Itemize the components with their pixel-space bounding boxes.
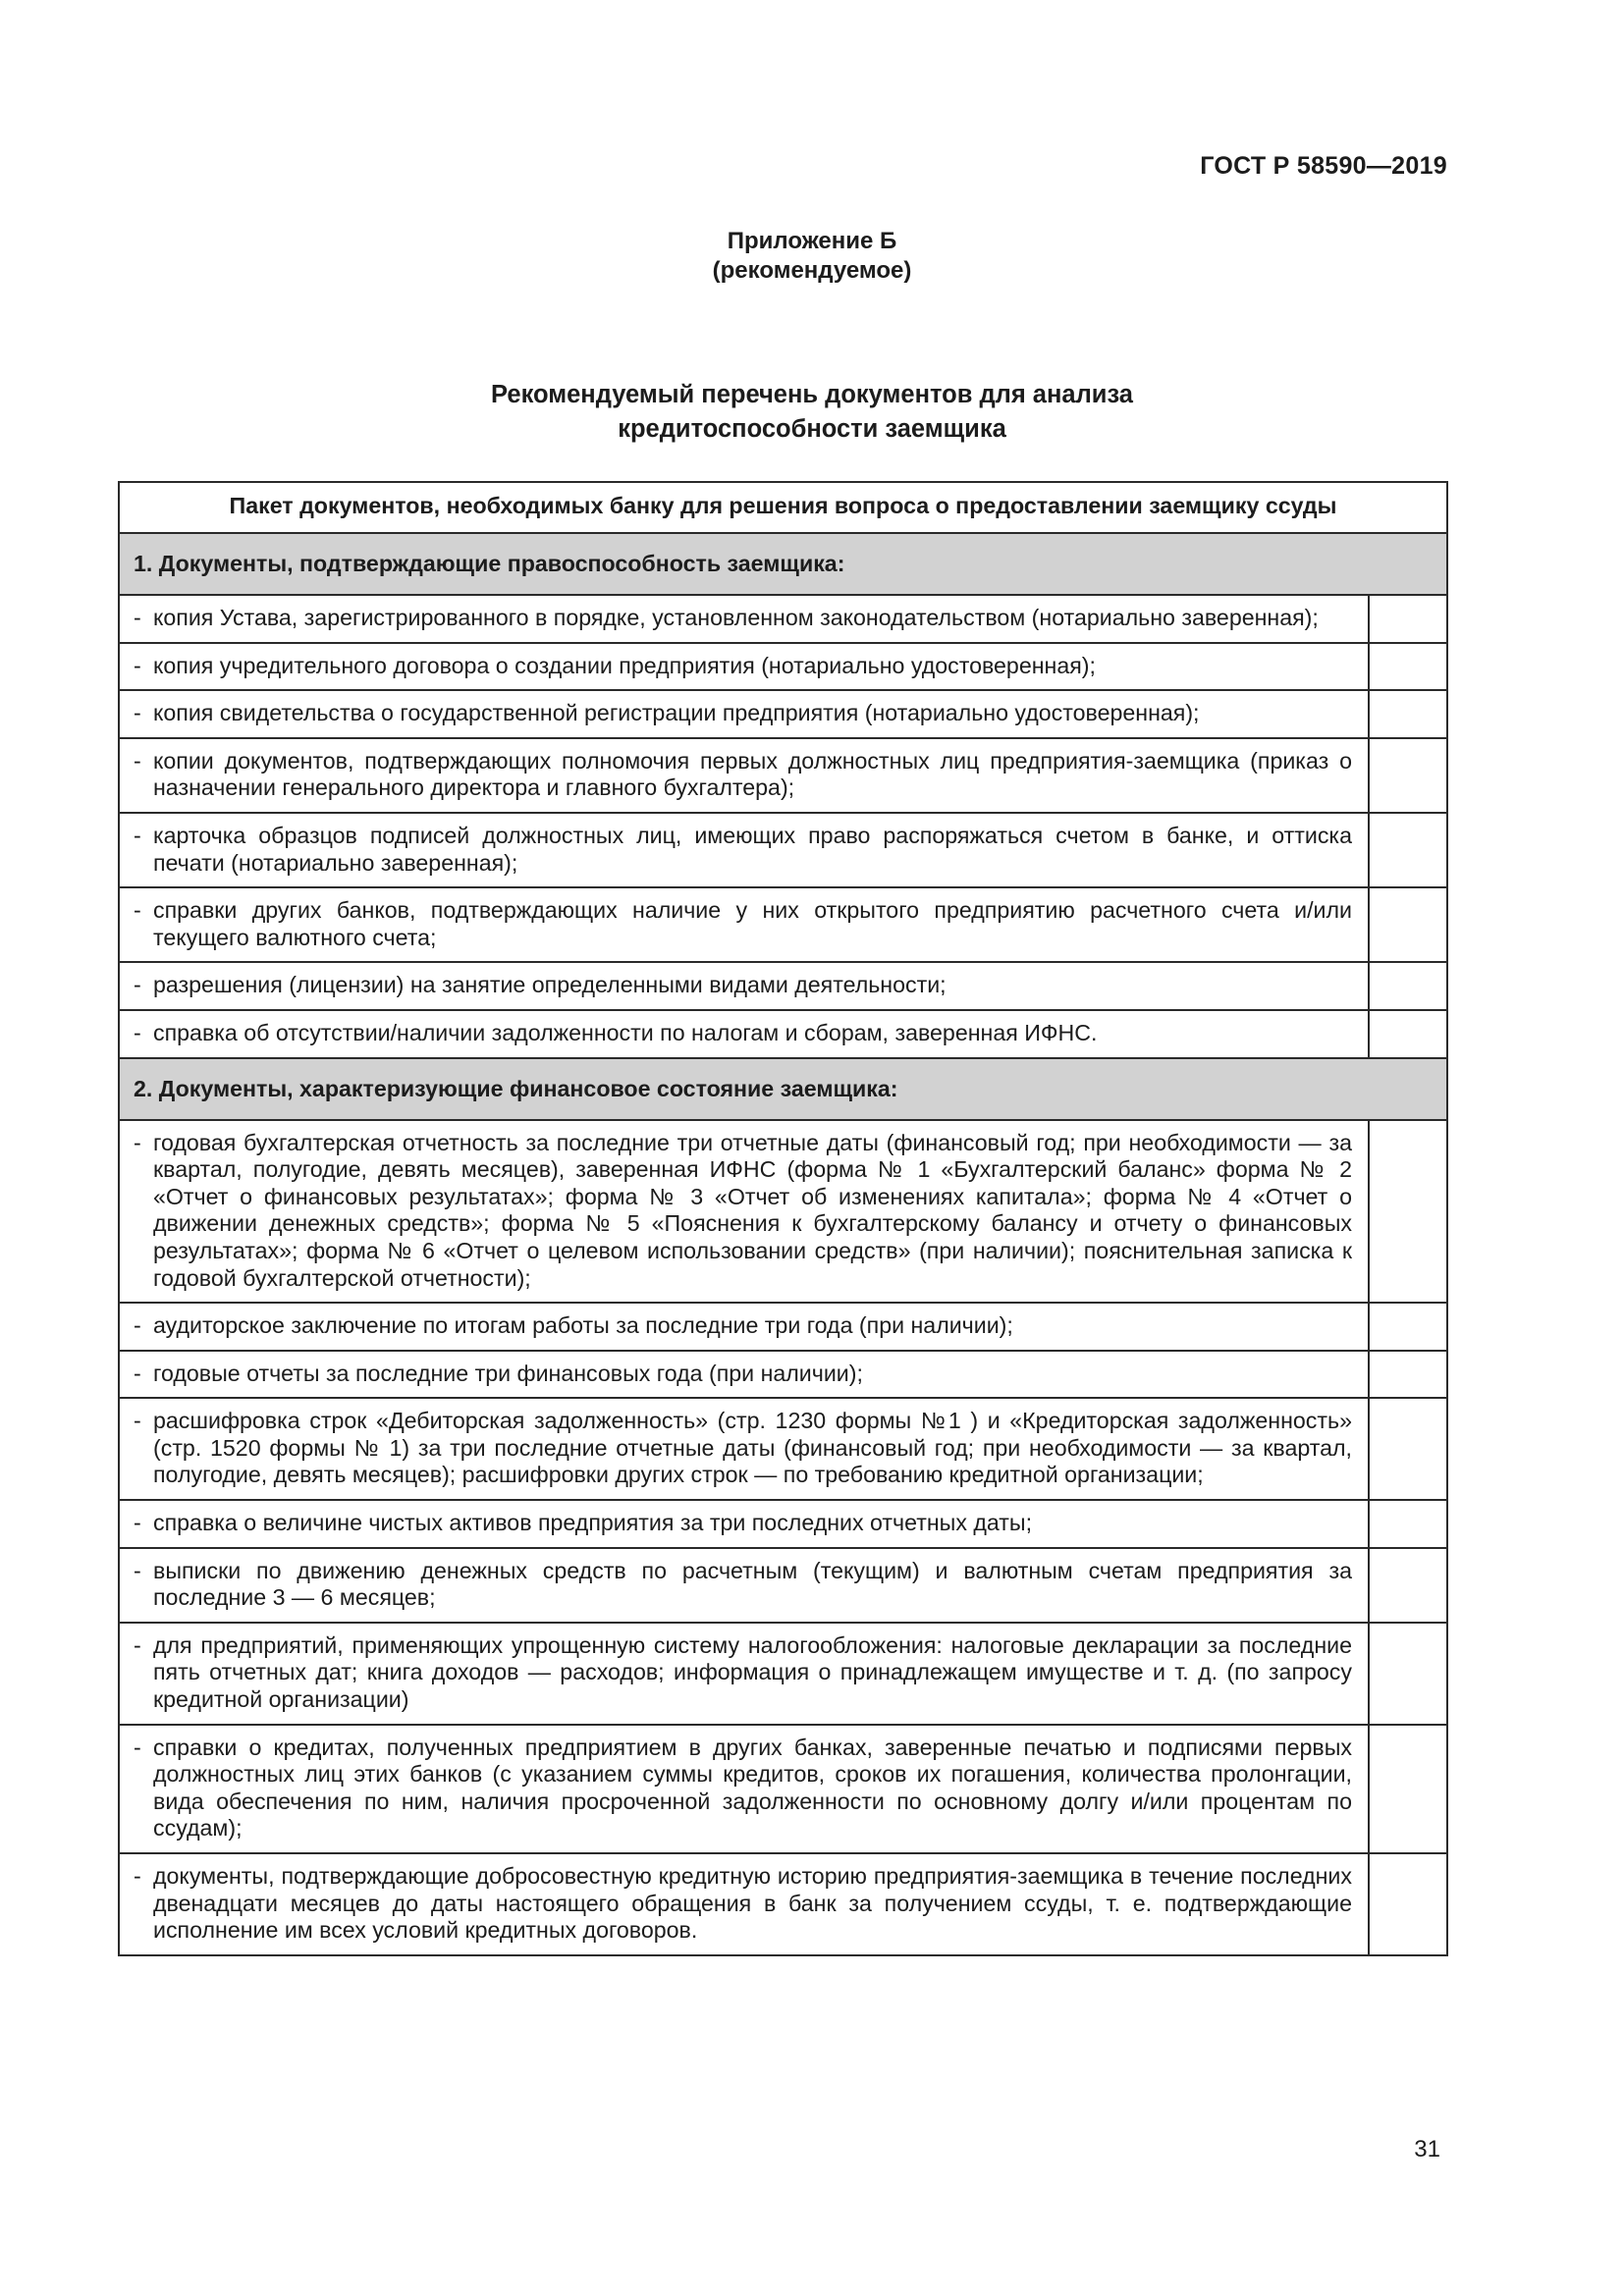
list-item-text: справки о кредитах, полученных предприятием в других банках, заверенные печатью и подписями первых должностных лиц этих банков (с указанием суммы кредитов, сроков их погашения, количества пролонгации, вида обеспечения по ним, наличия просроченной задолженности по основному долгу и/или процентам по ссудам); — [153, 1734, 1352, 1842]
table-row — [119, 887, 1447, 962]
list-item-text: копия свидетельства о государственной регистрации предприятия (нотариально удостоверенная); — [153, 700, 1200, 726]
list-item — [119, 690, 1369, 738]
check-cell — [1369, 1351, 1447, 1399]
document-title-line-2: кредитоспособности заемщика — [618, 415, 1006, 443]
list-item — [119, 643, 1369, 691]
annex-heading — [0, 227, 1624, 286]
table-header-row — [119, 482, 1447, 533]
list-item — [119, 1398, 1369, 1500]
list-dash: - — [134, 700, 141, 726]
list-item-text: справка об отсутствии/наличии задолженности по налогам и сборам, заверенная ИФНС. — [153, 1019, 1098, 1045]
list-item-text: разрешения (лицензии) на занятие определенными видами деятельности; — [153, 972, 947, 998]
list-dash: - — [134, 1019, 141, 1045]
list-item — [119, 887, 1369, 962]
table-row — [119, 1010, 1447, 1058]
list-item — [119, 595, 1369, 643]
list-item-text: карточка образцов подписей должностных лиц, имеющих право распоряжаться счетом в банке, и оттиска печати (нотариально заверенная); — [153, 822, 1352, 876]
list-item — [119, 1010, 1369, 1058]
section-title: 1. Документы, подтверждающие правоспособность заемщика: — [119, 533, 1447, 595]
list-item-text: аудиторское заключение по итогам работы за последние три года (при наличии); — [153, 1312, 1013, 1339]
list-item-text: копии документов, подтверждающих полномочия первых должностных лиц предприятия-заемщика (приказ о назначении генерального директора и главного бухгалтера); — [153, 747, 1352, 801]
list-item — [119, 1853, 1369, 1955]
list-item — [119, 1725, 1369, 1853]
list-item — [119, 1120, 1369, 1304]
list-item-text: годовые отчеты за последние три финансовых года (при наличии); — [153, 1360, 863, 1386]
list-item-text: справка о величине чистых активов предприятия за три последних отчетных даты; — [153, 1510, 1033, 1536]
check-cell — [1369, 690, 1447, 738]
list-item — [119, 1548, 1369, 1623]
check-cell — [1369, 1725, 1447, 1853]
standard-code: ГОСТ Р 58590—2019 — [1200, 152, 1447, 180]
check-cell — [1369, 1120, 1447, 1304]
list-item-text: годовая бухгалтерская отчетность за последние три отчетные даты (финансовый год; при необходимости — за квартал, полугодие, девять месяцев), заверенная ИФНС (форма № 1 «Бухгалтерский баланс» форма № 2 «Отчет о финансовых результатах»; форма № 3 «Отчет об изменениях капитала»; форма № 4 «Отчет о движении денежных средств»; форма № 5 «Пояснения к бухгалтерскому балансу и отчету о финансовых результатах»; форма № 6 «Отчет о целевом использовании средств» (при наличии); пояснительная записка к годовой бухгалтерской отчетности); — [153, 1129, 1352, 1291]
table-row — [119, 1853, 1447, 1955]
check-cell — [1369, 643, 1447, 691]
table-row — [119, 1725, 1447, 1853]
list-item — [119, 1351, 1369, 1399]
list-dash: - — [134, 1863, 141, 1889]
list-item-text: расшифровка строк «Дебиторская задолженность» (стр. 1230 формы №1 ) и «Кредиторская задолженность» (стр. 1520 формы № 1) за три последние отчетные даты (финансовый год; при необходимости — за квартал, полугодие, девять месяцев); расшифровки других строк — по требованию кредитной организации; — [153, 1408, 1352, 1488]
section-header-row — [119, 1058, 1447, 1120]
list-item — [119, 1500, 1369, 1548]
table-header: Пакет документов, необходимых банку для решения вопроса о предоставлении заемщику ссуды — [119, 482, 1447, 533]
check-cell — [1369, 1010, 1447, 1058]
table-row — [119, 813, 1447, 887]
document-title — [0, 378, 1624, 447]
document-title-line-1: Рекомендуемый перечень документов для анализа — [491, 381, 1133, 408]
table-row — [119, 1623, 1447, 1725]
check-cell — [1369, 595, 1447, 643]
list-item — [119, 813, 1369, 887]
check-cell — [1369, 887, 1447, 962]
list-dash: - — [134, 1408, 141, 1434]
list-dash: - — [134, 1360, 141, 1386]
list-dash: - — [134, 822, 141, 848]
annex-status: (рекомендуемое) — [712, 257, 912, 284]
list-item — [119, 1303, 1369, 1351]
check-cell — [1369, 1398, 1447, 1500]
section-header-row — [119, 533, 1447, 595]
list-item — [119, 962, 1369, 1010]
table-row — [119, 1500, 1447, 1548]
list-dash: - — [134, 1734, 141, 1760]
table-row — [119, 690, 1447, 738]
list-dash: - — [134, 1557, 141, 1583]
table-row — [119, 1303, 1447, 1351]
list-dash: - — [134, 605, 141, 630]
table-row — [119, 738, 1447, 813]
table-row — [119, 1120, 1447, 1304]
list-dash: - — [134, 972, 141, 998]
section-title: 2. Документы, характеризующие финансовое состояние заемщика: — [119, 1058, 1447, 1120]
check-cell — [1369, 1853, 1447, 1955]
check-cell — [1369, 1548, 1447, 1623]
list-dash: - — [134, 747, 141, 774]
list-item-text: для предприятий, применяющих упрощенную систему налогообложения: налоговые декларации за последние пять отчетных дат; книга доходов — расходов; информация о принадлежащем имуществе и т. д. (по запросу кредитной организации) — [153, 1631, 1352, 1713]
check-cell — [1369, 1500, 1447, 1548]
documents-table — [118, 481, 1448, 1956]
table-row — [119, 643, 1447, 691]
list-item-text: выписки по движению денежных средств по расчетным (текущим) и валютным счетам предприятия за последние 3 — 6 месяцев; — [153, 1557, 1352, 1611]
table-row — [119, 595, 1447, 643]
list-dash: - — [134, 1510, 141, 1536]
check-cell — [1369, 962, 1447, 1010]
annex-title: Приложение Б — [727, 228, 897, 254]
check-cell — [1369, 738, 1447, 813]
table-row — [119, 1351, 1447, 1399]
list-dash: - — [134, 1312, 141, 1339]
check-cell — [1369, 1303, 1447, 1351]
list-item — [119, 1623, 1369, 1725]
list-dash: - — [134, 652, 141, 678]
check-cell — [1369, 1623, 1447, 1725]
check-cell — [1369, 813, 1447, 887]
list-dash: - — [134, 897, 141, 924]
list-item-text: копия учредительного договора о создании предприятия (нотариально удостоверенная); — [153, 652, 1096, 678]
page-number: 31 — [1414, 2136, 1440, 2163]
list-dash: - — [134, 1631, 141, 1658]
table-row — [119, 1398, 1447, 1500]
list-item — [119, 738, 1369, 813]
table-row — [119, 962, 1447, 1010]
list-item-text: копия Устава, зарегистрированного в порядке, установленном законодательством (нотариально заверенная); — [153, 605, 1319, 630]
table-row — [119, 1548, 1447, 1623]
list-item-text: документы, подтверждающие добросовестную кредитную историю предприятия-заемщика в течение последних двенадцати месяцев до даты настоящего обращения в банк за получением ссуды, т. е. подтверждающие исполнение им всех условий кредитных договоров. — [153, 1863, 1352, 1944]
list-item-text: справки других банков, подтверждающих наличие у них открытого предприятию расчетного счета и/или текущего валютного счета; — [153, 897, 1352, 950]
list-dash: - — [134, 1129, 141, 1155]
